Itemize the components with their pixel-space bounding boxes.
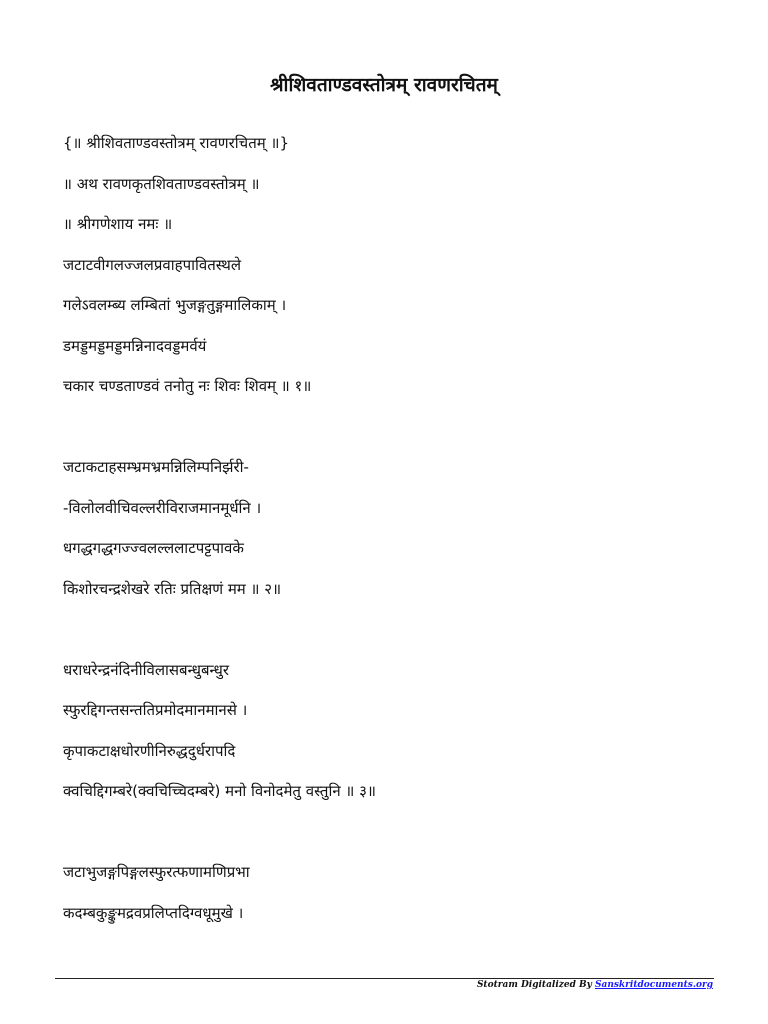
verse-line: धराधरेन्द्रनंदिनीविलासबन्धुबन्धुर (63, 660, 230, 679)
verse-gap (63, 611, 743, 652)
verse-line: कृपाकटाक्षधोरणीनिरुद्धदुर्धरापदि (63, 741, 236, 760)
text-line: ॥ श्रीगणेशाय नमः ॥ (63, 215, 173, 233)
verse-gap (63, 409, 743, 450)
footer-divider (55, 978, 714, 979)
text-line: {॥ श्रीशिवताण्डवस्तोत्रम् रावणरचितम् ॥} (63, 134, 290, 152)
verse-line: जटाटवीगलज्जलप्रवाहपावितस्थले (63, 255, 242, 274)
verse-line: डमड्डमड्डमड्डमन्निनादवड्डमर्वयं (63, 336, 207, 355)
verse-line: कदम्बकुङ्कुमद्रवप्रलिप्तदिग्वधूमुखे । (63, 903, 244, 922)
verse-gap (63, 814, 743, 855)
verse-line: चकार चण्डताण्डवं तनोतु नः शिवः शिवम् ॥ १॥ (63, 377, 312, 395)
verse-line: क्वचिद्दिगम्बरे(क्वचिच्चिदम्बरे) मनो विनोदमेतु वस्तुनि ॥ ३॥ (63, 782, 376, 800)
verse-line: किशोरचन्द्रशेखरे रतिः प्रतिक्षणं मम ॥ २॥ (63, 579, 282, 598)
verse-line: धगद्धगद्धगज्ज्वलल्ललाटपट्टपावके (63, 539, 244, 557)
text-line: ॥ अथ रावणकृतशिवताण्डवस्तोत्रम् ॥ (63, 174, 260, 193)
verse-line: -विलोलवीचिवल्लरीविराजमानमूर्धनि । (63, 498, 262, 517)
sanskritdocuments-link[interactable]: Sanskritdocuments.org (594, 980, 713, 990)
verse-line: गलेऽवलम्ब्य लम्बितां भुजङ्गतुङ्गमालिकाम् । (63, 296, 287, 314)
stotram-text (63, 125, 743, 935)
footer-prefix: Stotram Digitalized By (476, 980, 595, 990)
verse-line: जटाकटाहसम्भ्रमभ्रमन्निलिम्पनिर्झरी- (63, 458, 249, 476)
footer-credit (477, 980, 713, 990)
page-title: श्रीशिवताण्डवस्तोत्रम् रावणरचितम् (270, 73, 498, 96)
verse-line: स्फुरद्दिगन्तसन्ततिप्रमोदमानमानसे । (63, 701, 248, 719)
verse-line: जटाभुजङ्गपिङ्गलस्फुरत्फणामणिप्रभा (63, 863, 250, 881)
